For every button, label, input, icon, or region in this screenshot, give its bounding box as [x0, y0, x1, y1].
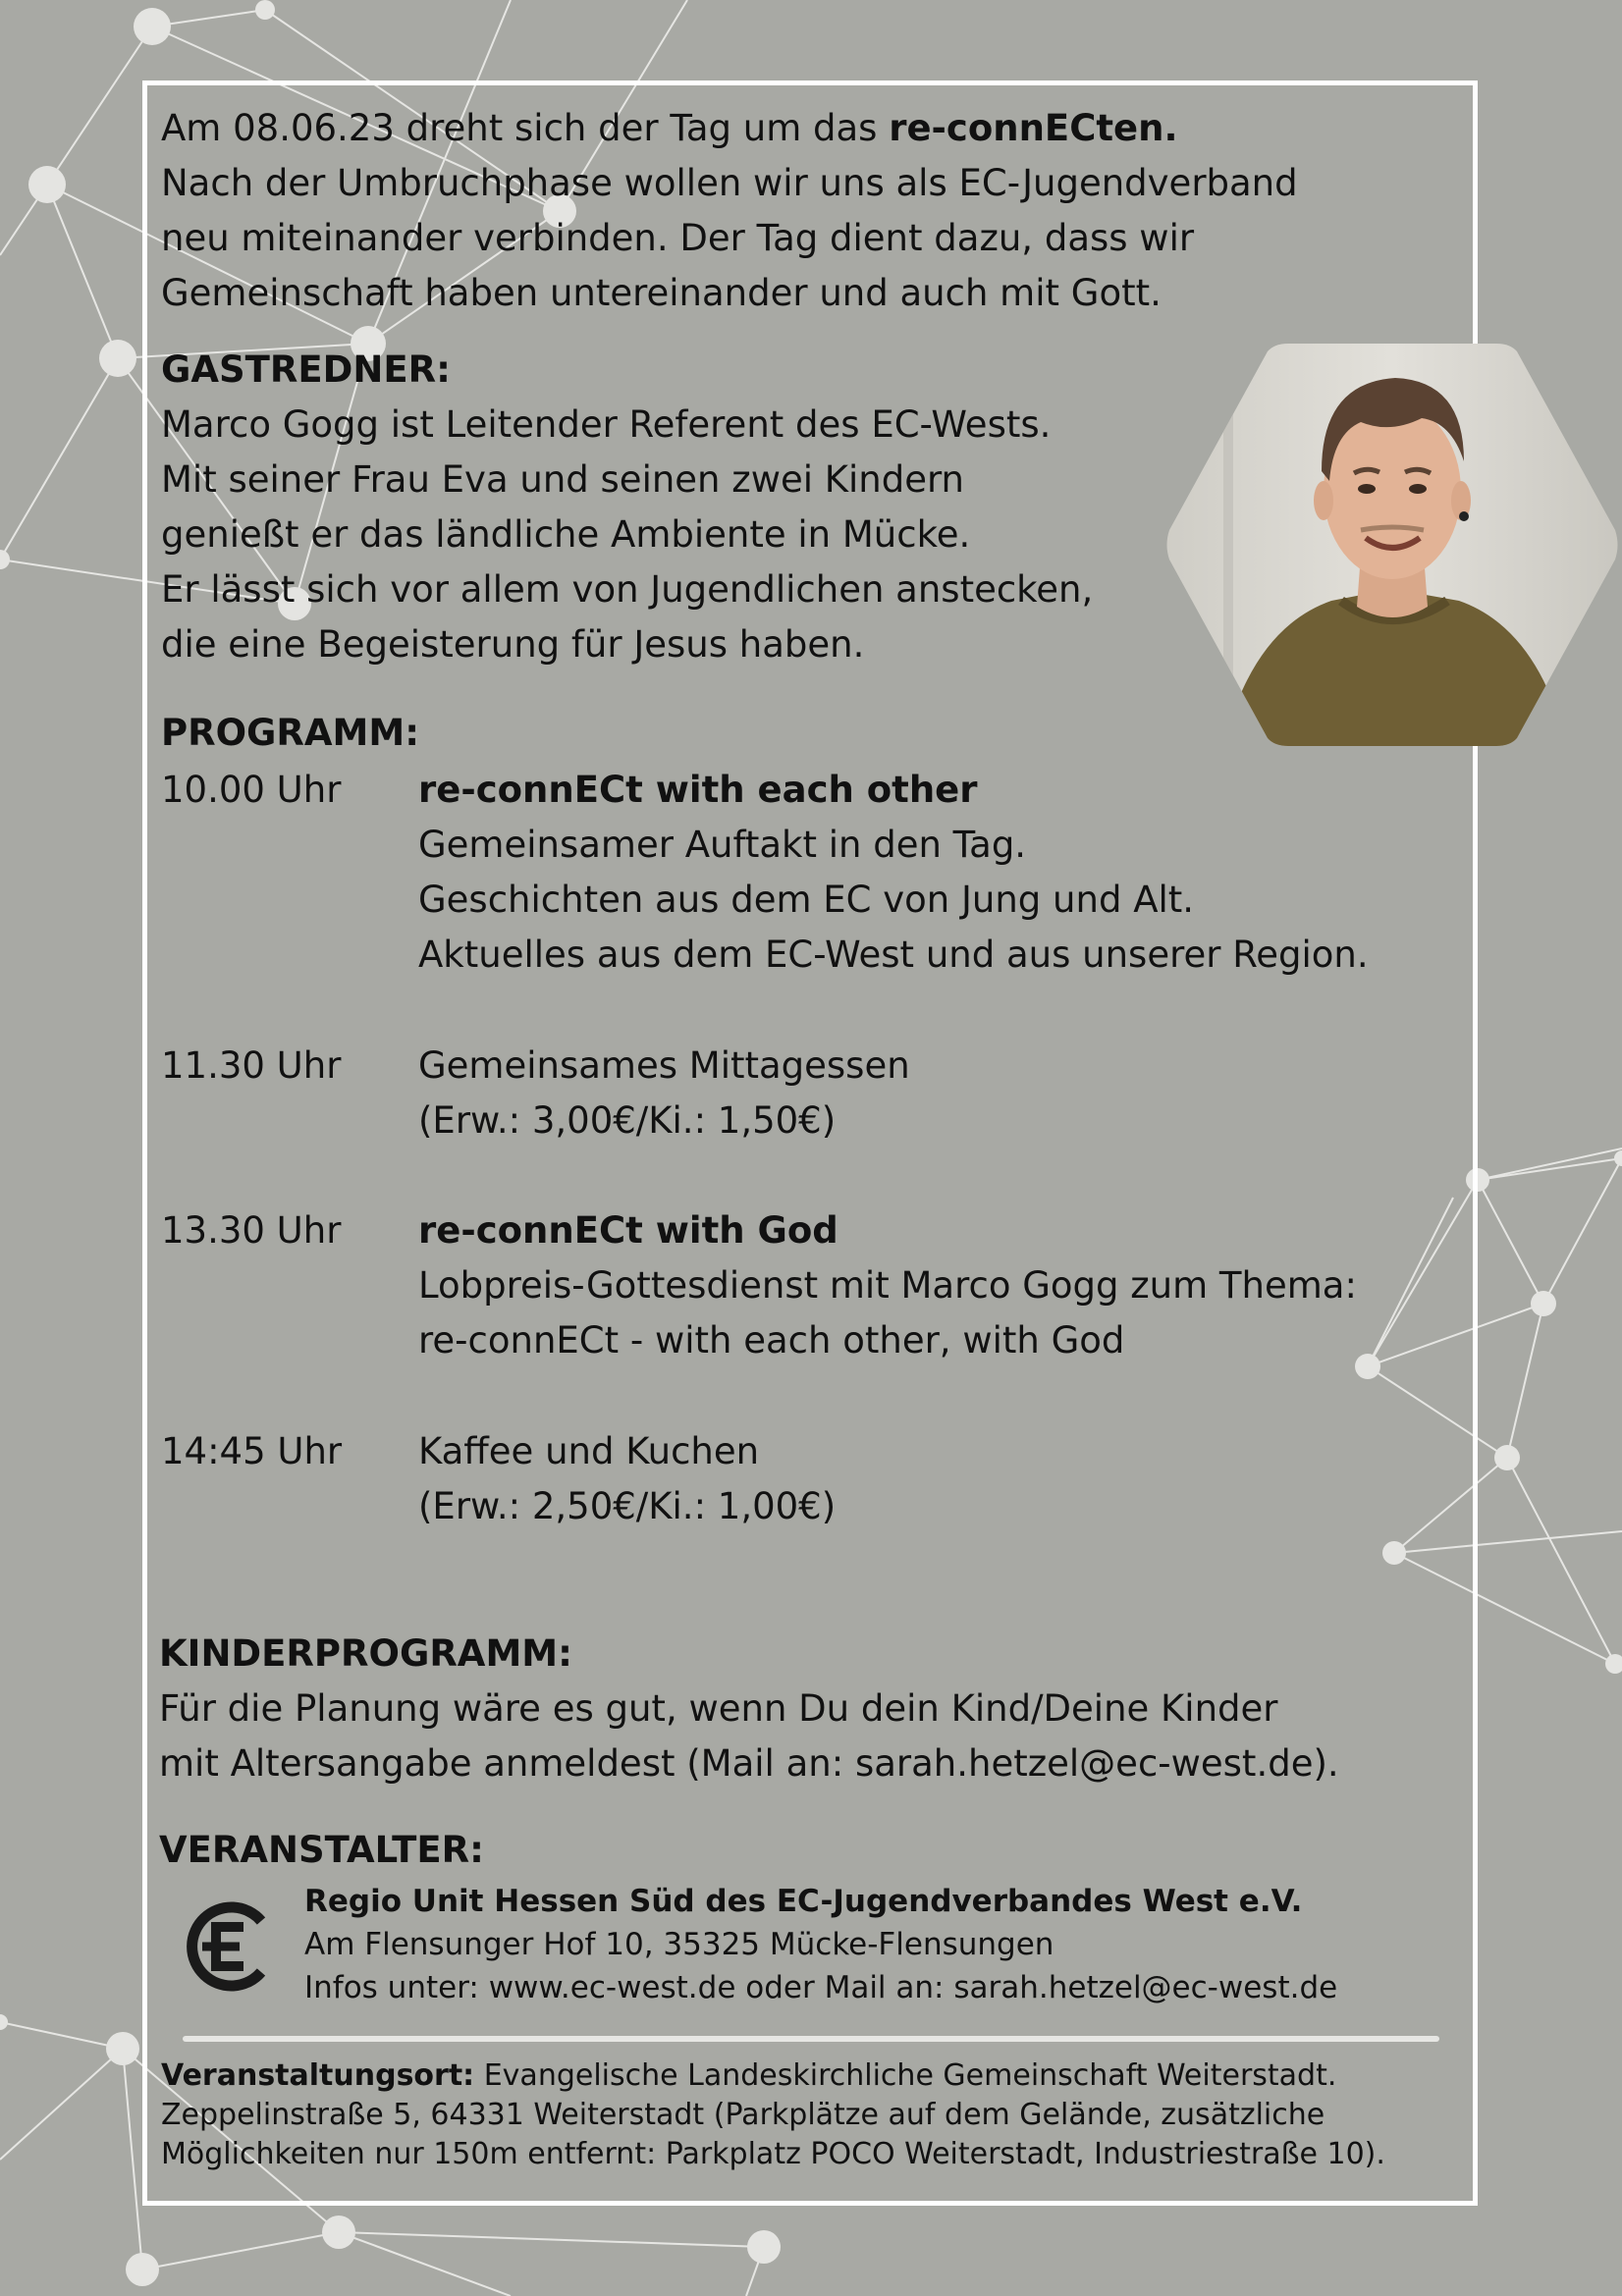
slot-line: Aktuelles aus dem EC-West und aus unserer Region. — [418, 934, 1369, 976]
network-line — [123, 2049, 142, 2269]
program-heading: PROGRAMM: — [161, 712, 419, 754]
slot-line: Gemeinsamer Auftakt in den Tag. — [418, 824, 1027, 866]
venue-line-3: Möglichkeiten nur 150m entfernt: Parkplatz POCO Weiterstadt, Industriestraße 10). — [161, 2137, 1385, 2171]
intro-line-1 — [161, 101, 1298, 156]
network-line — [47, 27, 152, 185]
network-line — [0, 358, 118, 560]
network-line — [339, 2232, 511, 2296]
network-line — [0, 2022, 123, 2049]
network-node — [1605, 1654, 1622, 1674]
network-node — [747, 2230, 781, 2264]
network-node — [99, 340, 136, 377]
venue-line-2: Zeppelinstraße 5, 64331 Weiterstadt (Parkplätze auf dem Gelände, zusätzliche — [161, 2098, 1325, 2132]
slot-title: re-connECt with God — [418, 1209, 838, 1252]
network-line — [1478, 1180, 1543, 1304]
slot-line: Geschichten aus dem EC von Jung und Alt. — [418, 879, 1195, 921]
network-line — [1507, 1458, 1615, 1664]
kids-line: Für die Planung wäre es gut, wenn Du dein Kind/Deine Kinder — [159, 1687, 1278, 1730]
network-node — [106, 2032, 139, 2065]
venue-text — [161, 2056, 1385, 2174]
network-node — [322, 2216, 355, 2249]
venue-line-1-rest: Evangelische Landeskirchliche Gemeinschaft Weiterstadt. — [474, 2058, 1337, 2093]
network-line — [1543, 1158, 1622, 1304]
ec-logo-icon — [179, 1899, 273, 1994]
network-node — [1494, 1445, 1520, 1470]
intro-highlight: re-connECten. — [889, 107, 1178, 149]
guest-line: Marco Gogg ist Leitender Referent des EC-Wests. — [161, 403, 1052, 446]
slot-title: re-connECt with each other — [418, 769, 978, 811]
intro-text — [161, 101, 1298, 321]
guest-text — [161, 398, 1093, 672]
slot-line: Gemeinsames Mittagessen — [418, 1044, 910, 1087]
slot-time: 11.30 Uhr — [161, 1044, 342, 1087]
intro-line-4: Gemeinschaft haben untereinander und auch mit Gott. — [161, 272, 1162, 314]
slot-time: 10.00 Uhr — [161, 769, 342, 811]
intro-line-3: neu miteinander verbinden. Der Tag dient dazu, dass wir — [161, 217, 1195, 259]
slot-line: Kaffee und Kuchen — [418, 1430, 760, 1472]
organizer-address: Am Flensunger Hof 10, 35325 Mücke-Flensungen — [304, 1927, 1054, 1962]
slot-time: 14:45 Uhr — [161, 1430, 343, 1472]
network-line — [339, 2232, 764, 2247]
network-line — [1478, 1148, 1622, 1180]
venue-line-1 — [161, 2056, 1385, 2096]
slot-body — [418, 763, 1369, 983]
slot-body — [418, 1424, 836, 1534]
network-node — [0, 550, 10, 569]
kids-text — [159, 1682, 1339, 1791]
network-node — [1614, 1150, 1622, 1166]
network-node — [255, 0, 275, 20]
slot-line: re-connECt - with each other, with God — [418, 1319, 1125, 1362]
network-node — [134, 8, 171, 45]
organizer-heading: VERANSTALTER: — [159, 1829, 484, 1871]
slot-body — [418, 1203, 1357, 1368]
guest-line: Mit seiner Frau Eva und seinen zwei Kindern — [161, 458, 965, 501]
slot-line: (Erw.: 2,50€/Ki.: 1,00€) — [418, 1485, 837, 1527]
speaker-portrait — [1164, 344, 1620, 746]
slot-line: Lobpreis-Gottesdienst mit Marco Gogg zum Thema: — [418, 1264, 1357, 1307]
network-node — [28, 166, 66, 203]
organizer-name: Regio Unit Hessen Süd des EC-Jugendverbandes West e.V. — [304, 1884, 1303, 1919]
guest-heading: GASTREDNER: — [161, 348, 451, 391]
kids-heading: KINDERPROGRAMM: — [159, 1632, 572, 1675]
network-line — [142, 2232, 339, 2269]
guest-line: die eine Begeisterung für Jesus haben. — [161, 623, 865, 666]
network-line — [0, 2049, 123, 2160]
network-line — [47, 185, 118, 358]
network-node — [0, 2014, 8, 2030]
slot-time: 13.30 Uhr — [161, 1209, 342, 1252]
divider — [183, 2036, 1439, 2042]
venue-label: Veranstaltungsort: — [161, 2058, 475, 2093]
network-node — [1531, 1291, 1556, 1316]
network-line — [1478, 1158, 1622, 1180]
intro-line-1-prefix: Am 08.06.23 dreht sich der Tag um das — [161, 107, 890, 149]
guest-line: genießt er das ländliche Ambiente in Mücke. — [161, 513, 971, 556]
intro-line-2: Nach der Umbruchphase wollen wir uns als EC-Jugendverband — [161, 162, 1298, 204]
organizer-details — [304, 1880, 1337, 2009]
slot-body — [418, 1039, 910, 1148]
network-line — [1507, 1304, 1543, 1458]
guest-line: Er lässt sich vor allem von Jugendlichen anstecken, — [161, 568, 1094, 611]
slot-line: (Erw.: 3,00€/Ki.: 1,50€) — [418, 1099, 837, 1142]
network-node — [126, 2253, 159, 2286]
kids-line: mit Altersangabe anmeldest (Mail an: sarah.hetzel@ec-west.de). — [159, 1742, 1339, 1785]
organizer-info: Infos unter: www.ec-west.de oder Mail an: sarah.hetzel@ec-west.de — [304, 1970, 1338, 2005]
